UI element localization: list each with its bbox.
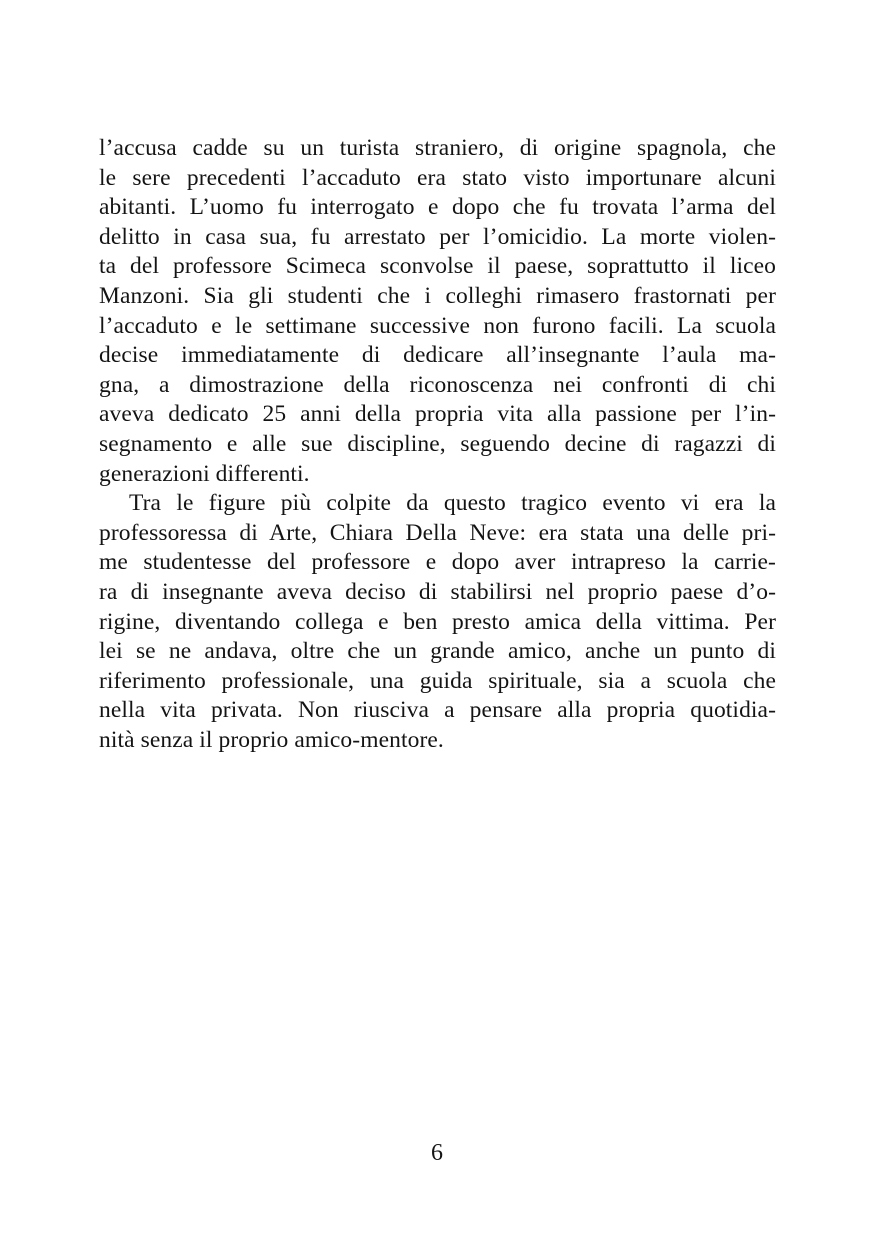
text-line: abitanti. L’uomo fu interrogato e dopo che fu trovata l’arma del — [99, 194, 776, 221]
text-line: Tra le figure più colpite da questo tragico evento vi era la — [129, 490, 776, 517]
text-line: generazioni differenti. — [99, 460, 310, 487]
text-line: l’accaduto e le settimane successive non furono facili. La scuola — [99, 312, 776, 339]
text-line: me studentesse del professore e dopo aver intrapreso la carrie- — [99, 549, 776, 576]
text-line: aveva dedicato 25 anni della propria vita alla passione per l’in- — [99, 401, 776, 428]
text-line: professoressa di Arte, Chiara Della Neve: era stata una delle pri- — [99, 519, 776, 546]
text-line: rigine, diventando collega e ben presto amica della vittima. Per — [99, 608, 776, 635]
text-line: l’accusa cadde su un turista straniero, di origine spagnola, che — [99, 135, 776, 161]
text-line: riferimento professionale, una guida spirituale, sia a scuola che — [99, 667, 776, 694]
text-line: lei se ne andava, oltre che un grande amico, anche un punto di — [99, 638, 776, 665]
text-line: le sere precedenti l’accaduto era stato visto importunare alcuni — [99, 164, 776, 191]
text-line: delitto in casa sua, fu arrestato per l’omicidio. La morte violen- — [99, 223, 776, 250]
page-number: 6 — [431, 1140, 443, 1166]
text-line: nella vita privata. Non riusciva a pensare alla propria quotidia- — [99, 697, 776, 724]
text-line: decise immediatamente di dedicare all’insegnante l’aula ma- — [99, 342, 776, 369]
text-line: Manzoni. Sia gli studenti che i colleghi rimasero frastornati per — [99, 282, 776, 309]
text-line: ra di insegnante aveva deciso di stabilirsi nel proprio paese d’o- — [99, 578, 776, 605]
text-line: nità senza il proprio amico-mentore. — [99, 726, 444, 753]
paragraph — [99, 134, 776, 489]
body-text — [99, 134, 776, 755]
paragraph — [99, 489, 776, 755]
text-line: gna, a dimostrazione della riconoscenza nei confronti di chi — [99, 371, 776, 398]
text-line: segnamento e alle sue discipline, seguendo decine di ragazzi di — [99, 430, 776, 457]
text-line: ta del professore Scimeca sconvolse il paese, soprattutto il liceo — [99, 253, 776, 280]
